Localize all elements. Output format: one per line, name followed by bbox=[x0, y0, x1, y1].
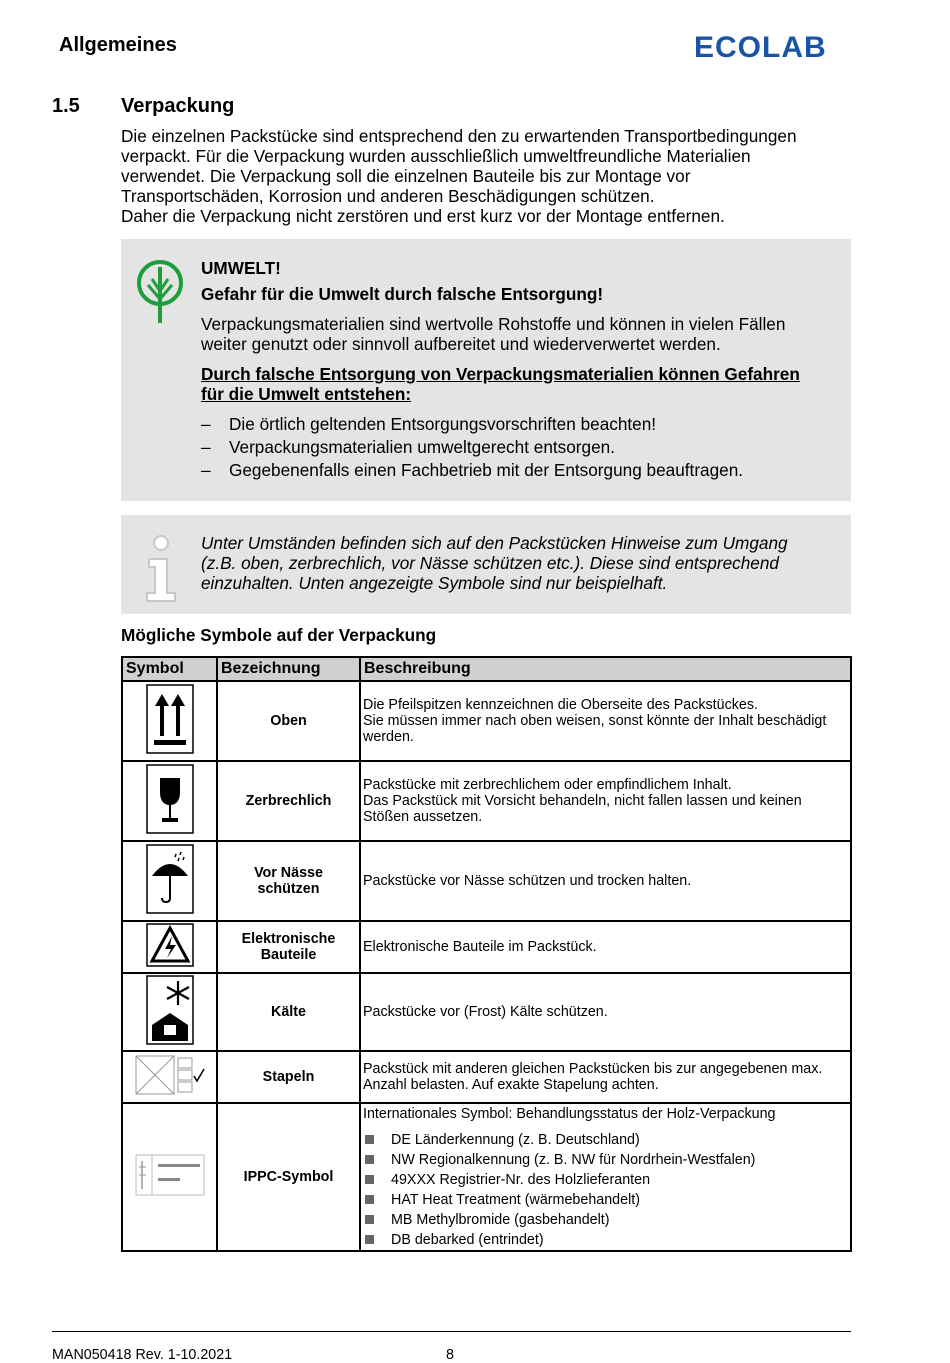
symbol-cell bbox=[122, 1051, 217, 1103]
table-row bbox=[122, 1051, 851, 1103]
stacking-limit-icon bbox=[134, 1054, 206, 1096]
this-way-up-arrows-icon bbox=[146, 684, 194, 754]
intro-line: Daher die Verpackung nicht zerstören und erst kurz vor der Montage entfernen. bbox=[121, 206, 725, 226]
intro-line: Die einzelnen Packstücke sind entsprechend den zu erwartenden Transportbedingungen bbox=[121, 126, 797, 146]
column-header: Beschreibung bbox=[360, 657, 851, 681]
column-header: Bezeichnung bbox=[217, 657, 360, 681]
symbol-description: Internationales Symbol: Behandlungsstatus der Holz-Verpackung DE Länderkennung (z. B. Deutschland) NW Regionalkennung (z. B. NW für Nordrhein-Westfalen) 49XXX Registrier-Nr. des Holzlieferanten HAT Heat Treatment (wärmebehandelt) MB Methylbromide (gasbehandelt) DB debarked (entrindet) bbox=[360, 1103, 851, 1251]
list-item: – Die örtlich geltenden Entsorgungsvorschriften beachten! bbox=[201, 414, 841, 434]
symbol-cell bbox=[122, 841, 217, 921]
info-notice bbox=[121, 515, 851, 614]
umbrella-rain-icon bbox=[146, 844, 194, 914]
symbol-name: Stapeln bbox=[217, 1051, 360, 1103]
notice-text: Verpackungsmaterialien sind wertvolle Rohstoffe und können in vielen Fällen bbox=[201, 314, 786, 334]
symbol-name: IPPC-Symbol bbox=[217, 1103, 360, 1251]
footer-page-number: 8 bbox=[446, 1347, 454, 1363]
list-item: NW Regionalkennung (z. B. NW für Nordrhein-Westfalen) bbox=[363, 1150, 848, 1170]
symbol-name: Oben bbox=[217, 681, 360, 761]
table-row bbox=[122, 921, 851, 973]
notice-warning: für die Umwelt entstehen: bbox=[201, 384, 412, 404]
symbol-name: Kälte bbox=[217, 973, 360, 1051]
snowflake-frost-icon bbox=[146, 975, 194, 1045]
symbol-description: Packstücke vor (Frost) Kälte schützen. bbox=[360, 973, 851, 1051]
list-item: DE Länderkennung (z. B. Deutschland) bbox=[363, 1130, 848, 1150]
list-item: 49XXX Registrier-Nr. des Holzlieferanten bbox=[363, 1170, 848, 1190]
table-title: Mögliche Symbole auf der Verpackung bbox=[121, 625, 437, 645]
table-row bbox=[122, 1103, 851, 1251]
environment-notice bbox=[121, 239, 851, 501]
notice-text: weiter genutzt oder sinnvoll aufbereitet und wiederverwertet werden. bbox=[201, 334, 721, 354]
notice-subheading: Gefahr für die Umwelt durch falsche Entsorgung! bbox=[201, 284, 604, 304]
symbol-description: Packstücke mit zerbrechlichem oder empfindlichem Inhalt. Das Packstück mit Vorsicht behandeln, nicht fallen lassen und keinen Stößen aussetzen. bbox=[360, 761, 851, 841]
info-line: einzuhalten. Unten angezeigte Symbole sind nur beispielhaft. bbox=[201, 573, 668, 593]
list-item: – Verpackungsmaterialien umweltgerecht entsorgen. bbox=[201, 437, 841, 457]
symbol-cell bbox=[122, 761, 217, 841]
table-header-row bbox=[122, 657, 851, 681]
fragile-glass-icon bbox=[146, 764, 194, 834]
section-title: Verpackung bbox=[121, 95, 235, 117]
symbol-name: Zerbrechlich bbox=[217, 761, 360, 841]
ippc-stamp-icon bbox=[134, 1153, 206, 1197]
symbol-description: Packstück mit anderen gleichen Packstücken bis zur angegebenen max. Anzahl belasten. Auf exakte Stapelung achten. bbox=[360, 1051, 851, 1103]
symbol-description: Packstücke vor Nässe schützen und trocken halten. bbox=[360, 841, 851, 921]
symbol-cell bbox=[122, 1103, 217, 1251]
info-line: (z.B. oben, zerbrechlich, vor Nässe schützen etc.). Diese sind entsprechend bbox=[201, 553, 779, 573]
symbols-table bbox=[121, 656, 852, 1252]
info-line: Unter Umständen befinden sich auf den Packstücken Hinweise zum Umgang bbox=[201, 533, 788, 553]
symbol-description: Die Pfeilspitzen kennzeichnen die Oberseite des Packstückes. Sie müssen immer nach oben weisen, sonst könnte der Inhalt beschädigt werden. bbox=[360, 681, 851, 761]
notice-warning: Durch falsche Entsorgung von Verpackungsmaterialien können Gefahren bbox=[201, 364, 800, 384]
symbol-cell bbox=[122, 921, 217, 973]
intro-line: verwendet. Die Verpackung soll die einzelnen Bauteile bis zur Montage vor bbox=[121, 166, 691, 186]
notice-list bbox=[201, 414, 841, 480]
column-header: Symbol bbox=[122, 657, 217, 681]
symbol-cell bbox=[122, 681, 217, 761]
environment-tree-icon bbox=[135, 259, 185, 323]
intro-paragraph bbox=[121, 126, 851, 226]
info-icon bbox=[143, 535, 179, 603]
symbol-cell bbox=[122, 973, 217, 1051]
section-number: 1.5 bbox=[52, 95, 80, 117]
environment-notice-content bbox=[201, 258, 841, 483]
table-row bbox=[122, 841, 851, 921]
symbol-description: Elektronische Bauteile im Packstück. bbox=[360, 921, 851, 973]
list-item: MB Methylbromide (gasbehandelt) bbox=[363, 1210, 848, 1230]
svg-text:ECOLAB: ECOLAB bbox=[694, 31, 827, 62]
info-notice-text bbox=[201, 533, 841, 593]
list-item: – Gegebenenfalls einen Fachbetrieb mit der Entsorgung beauftragen. bbox=[201, 460, 841, 480]
intro-line: Transportschäden, Korrosion und anderen Beschädigungen schützen. bbox=[121, 186, 655, 206]
ecolab-logo bbox=[694, 30, 842, 62]
list-item: HAT Heat Treatment (wärmebehandelt) bbox=[363, 1190, 848, 1210]
list-item: DB debarked (entrindet) bbox=[363, 1230, 848, 1250]
table-row bbox=[122, 761, 851, 841]
electrical-warning-icon bbox=[146, 923, 194, 967]
symbol-name: Elektronische Bauteile bbox=[217, 921, 360, 973]
table-row bbox=[122, 973, 851, 1051]
footer-divider bbox=[52, 1331, 851, 1332]
table-row bbox=[122, 681, 851, 761]
ippc-list bbox=[363, 1130, 848, 1250]
header-title: Allgemeines bbox=[59, 34, 177, 56]
notice-heading: UMWELT! bbox=[201, 258, 281, 278]
symbol-name: Vor Nässe schützen bbox=[217, 841, 360, 921]
intro-line: verpackt. Für die Verpackung wurden ausschließlich umweltfreundliche Materialien bbox=[121, 146, 751, 166]
footer-document-id: MAN050418 Rev. 1-10.2021 bbox=[52, 1347, 233, 1363]
